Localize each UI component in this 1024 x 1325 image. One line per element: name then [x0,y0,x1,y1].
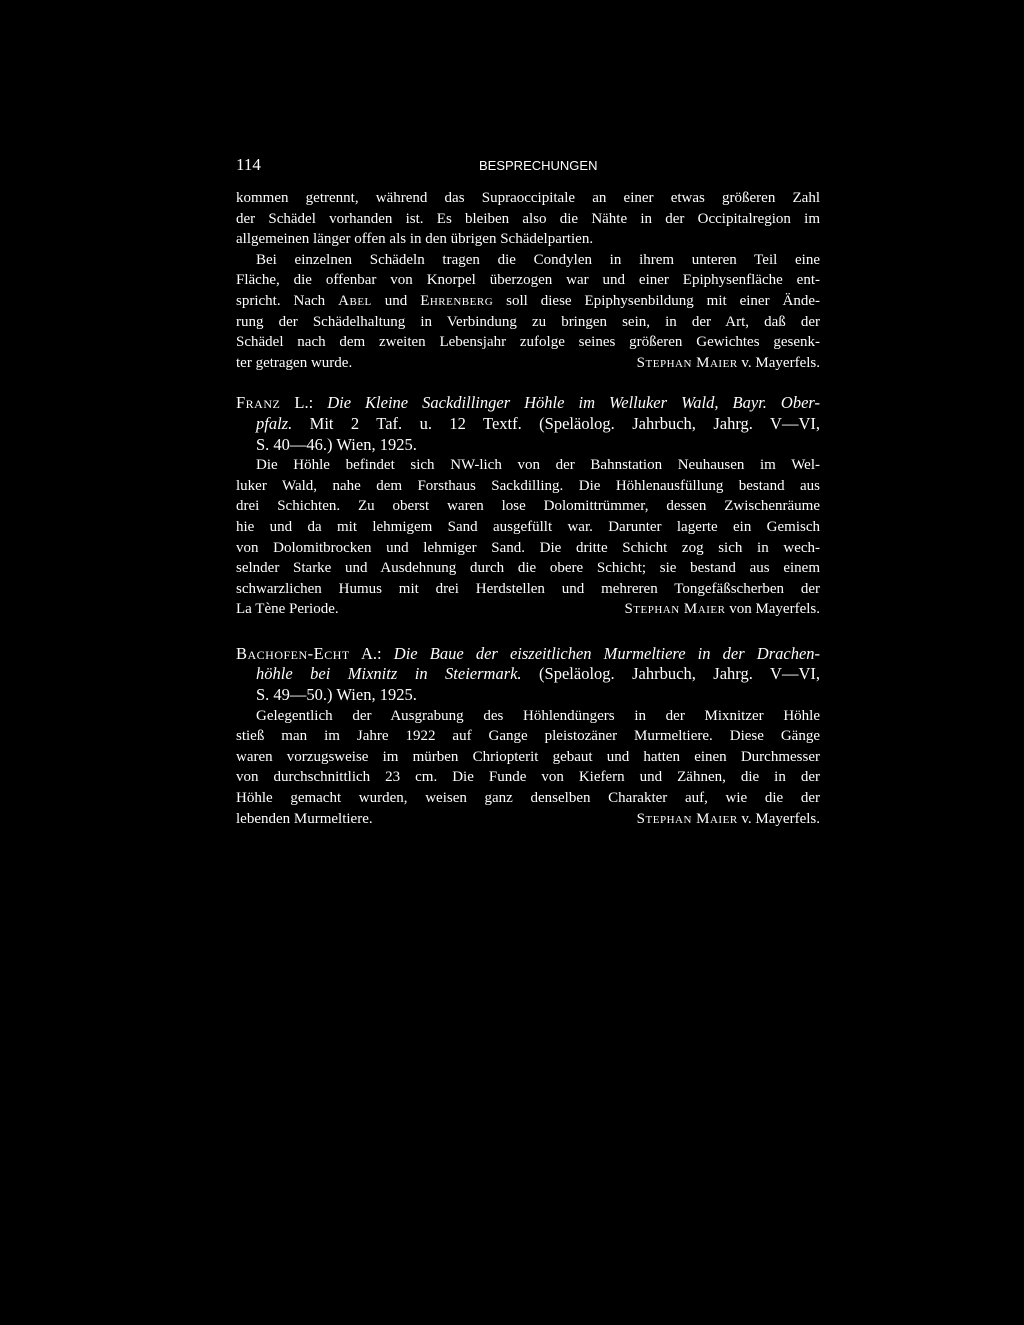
text-line: von durchschnittlich 23 cm. Die Funde von Kiefern und Zähnen, die in der [236,769,820,786]
citation-title: pfalz. [256,413,293,433]
text-line: schwarzlichen Humus mit drei Herdstellen und mehreren Tongefäßscherben der [236,580,820,597]
reviewer-name: Stephan Maier [636,810,738,827]
text-line: drei Schichten. Zu oberst waren lose Dolomittrümmer, dessen Zwischenräume [236,498,820,515]
citation-author: Bachofen-Echt [236,643,350,663]
text-line: rung der Schädelhaltung in Verbindung zu bringen sein, in der Art, daß der [236,313,820,330]
citation-details: Mit 2 Taf. u. 12 Textf. (Speläolog. Jahrbuch, Jahrg. V—VI, [309,413,820,433]
reviewer-name: Stephan Maier [636,354,738,371]
text-line: Schädel nach dem zweiten Lebensjahr zufolge seines größeren Gewichtes gesenk- [236,334,820,351]
text-line-with-names [236,291,820,312]
citation-title: Die Baue der eiszeitlichen Murmeltiere in der Drachen- [393,643,820,663]
text-line: lebenden Murmeltiere. [236,810,373,827]
review-2 [236,393,820,620]
text-line: luker Wald, nahe dem Forsthaus Sackdilling. Die Höhlenausfüllung bestand aus [236,477,820,494]
text-line: selnder Starke und Ausdehnung durch die obere Schicht; sie bestand aus einem [236,560,820,577]
text-line: waren vorzugsweise im mürben Chriopterit gebaut und hatten einen Durchmesser [236,748,820,765]
text-line: Fläche, die offenbar von Knorpel überzogen war und einer Epiphysenfläche ent- [236,272,820,289]
reviewer-signature [637,809,820,830]
reviewer-name: Stephan Maier [624,601,726,618]
text-line: hie und da mit lehmigem Sand ausgefüllt war. Darunter lagerte ein Gemisch [236,518,820,535]
author-name-ehrenberg: Ehrenberg [420,292,494,309]
signature-line [236,353,820,374]
citation-title: höhle bei Mixnitz in Steiermark. [256,664,522,684]
reviewer-suffix: v. Mayerfels. [741,810,820,827]
reviewer-signature [637,353,820,374]
text-line: stieß man im Jahre 1922 auf Gange pleistozäner Murmeltiere. Diese Gänge [236,728,820,745]
citation-details: (Speläolog. Jahrbuch, Jahrg. V—VI, [539,664,820,684]
reviewer-suffix: v. Mayerfels. [741,354,820,371]
review-3 [236,644,820,829]
text-fragment: soll diese Epiphysenbildung mit einer Ände- [506,292,820,309]
citation-details: S. 40—46.) Wien, 1925. [256,434,417,454]
citation-details: S. 49—50.) Wien, 1925. [256,685,417,705]
review-1 [236,188,820,373]
reviewer-suffix: von Mayerfels. [729,601,820,618]
text-line: der Schädel vorhanden ist. Es bleiben also die Nähte in der Occipitalregion im [236,210,820,227]
page-header [236,155,820,175]
text-line: Höhle gemacht wurden, weisen ganz denselben Charakter auf, wie die der [236,790,820,807]
text-line: Bei einzelnen Schädeln tragen die Condylen in ihrem unteren Teil eine [256,251,820,268]
signature-line [236,809,820,830]
reviewer-signature [624,599,820,620]
citation-author: Franz [236,393,281,413]
author-name-abel: Abel [338,292,372,309]
page-body [236,188,820,829]
text-line: La Tène Periode. [236,601,339,618]
running-head: BESPRECHUNGEN [479,158,598,173]
text-fragment: und [384,292,408,309]
text-fragment: spricht. Nach [236,292,326,309]
citation-title: Die Kleine Sackdillinger Höhle im Welluker Wald, Bayr. Ober- [327,393,820,413]
signature-line [236,599,820,620]
page-number: 114 [236,155,261,174]
citation-author-initial: A.: [361,643,382,663]
text-line: allgemeinen länger offen als in den übrigen Schädelpartien. [236,231,594,248]
text-line: ter getragen wurde. [236,354,353,371]
text-line: Gelegentlich der Ausgrabung des Höhlendüngers in der Mixnitzer Höhle [256,707,820,724]
citation-author-initial: L.: [294,393,314,413]
citation-title-line [236,664,820,685]
citation-title-line [236,644,820,665]
text-line: von Dolomitbrocken und lehmiger Sand. Die dritte Schicht zog sich in wech- [236,539,820,556]
text-line: kommen getrennt, während das Supraoccipitale an einer etwas größeren Zahl [236,190,820,206]
text-line: Die Höhle befindet sich NW-lich von der Bahnstation Neuhausen im Wel- [256,457,820,474]
citation-title-line [236,393,820,414]
citation-title-line [236,414,820,435]
